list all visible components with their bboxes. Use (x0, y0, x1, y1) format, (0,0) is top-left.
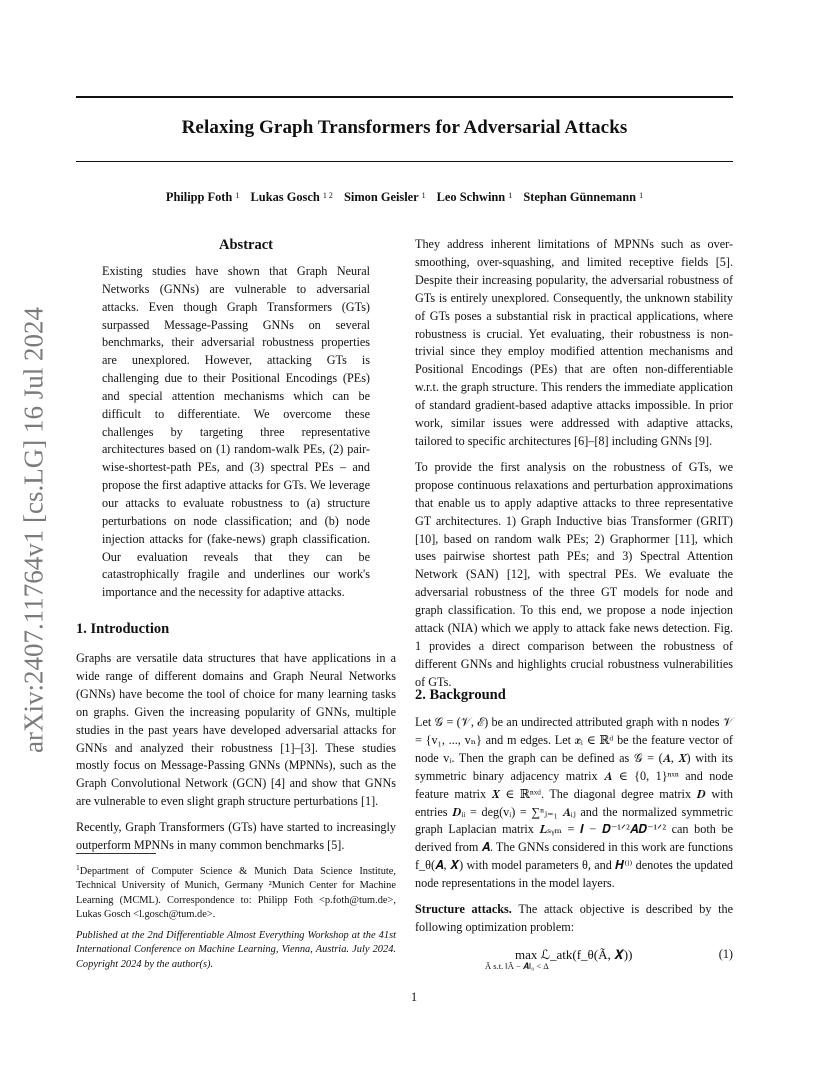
top-rule (76, 96, 733, 98)
abstract-heading: Abstract (219, 237, 273, 253)
author: Stephan Günnemann $^1$ (523, 190, 644, 204)
right-column-body (415, 236, 733, 692)
arxiv-sidebar (14, 295, 54, 765)
structure-attacks-text: The attack objective is described by the following optimization problem: (415, 902, 734, 934)
background-paragraph: Let 𝒢 = (𝒱, ℰ) be an undirected attributed graph with n nodes 𝒱 = {v₁, ..., vₙ} and m edges. Let 𝒙ᵢ ∈ ℝᵈ be the feature vector of node vᵢ. Then the graph can be defined as 𝒢 = (𝑨, 𝑿) with its symmetric binary adjacency matrix 𝑨 ∈ {0, 1}ⁿˣⁿ and node feature matrix 𝑿 ∈ ℝⁿˣᵈ. The diagonal degree matrix 𝑫 with entries 𝑫ᵢᵢ = deg(vᵢ) = ∑ⁿⱼ₌₁ 𝑨ᵢⱼ and the normalized symmetric graph Laplacian matrix 𝑳ₛᵧₘ = 𝑰 − 𝑫⁻¹ᐟ²𝑨𝑫⁻¹ᐟ² can both be derived from 𝑨. The GNNs considered in this work are functions f_θ(𝑨, 𝑿) with model parameters θ, and 𝑯⁽ˡ⁾ denotes the updated node representations in the model layers. (415, 715, 733, 891)
author: Leo Schwinn $^1$ (436, 190, 513, 204)
title-bottom-rule (76, 161, 733, 162)
footnote-mark: 1 (76, 863, 80, 872)
author-list (76, 190, 733, 205)
author: Lukas Gosch $^{1 2}$ (250, 190, 333, 204)
equation-1 (415, 945, 733, 975)
author: Philipp Foth $^1$ (165, 190, 240, 204)
intro-paragraph: Graphs are versatile data structures that have applications in a wide range of different domains and Graph Neural Networks (GNNs) have become the tool of choice for many learning tasks on graphs. Given the increasing popularity of GNNs, multiple studies in the past years have developed adversarial attacks for GNNs and analyzed their robustness [1]–[3]. These studies mostly focus on Message-Passing GNNs (MPNNs), such as the Graph Convolutional Network (GCN) [4] and show that GNNs are vulnerable to even slight graph structure perturbations [1]. (76, 651, 396, 809)
publication-note: Published at the 2nd Differentiable Almost Everything Workshop at the 41st International Conference on Machine Learning, Vienna, Austria. July 2024. Copyright 2024 by the author(s). (76, 930, 396, 970)
author: Simon Geisler $^1$ (343, 190, 426, 204)
equation-constraint: Ã s.t. ‖Ã − 𝑨‖₀ < Δ (485, 961, 549, 971)
introduction-body (76, 650, 396, 855)
page-number: 1 (410, 990, 418, 1004)
arxiv-identifier: arXiv:2407.11764v1 [cs.LG] 16 Jul 2024 (18, 307, 49, 753)
paper-title: Relaxing Graph Transformers for Adversarial Attacks (181, 117, 628, 138)
footnote-rule (76, 853, 156, 854)
right-paragraph: To provide the first analysis on the robustness of GTs, we propose continuous relaxations and perturbation approximations that enable us to apply adaptive attacks to three representative GT architectures. 1) Graph Inductive bias Transformer (GRIT) [10], based on random walk PEs; 2) Graphormer [11], which uses pairwise shortest path PEs; and 3) Spectral Attention Network (SAN) [12], with spectral PEs. We evaluate the adversarial robustness of the three GT models for node and graph classification. To this end, we propose a node injection attack (NIA) which we apply to attack fake news detection. Fig. 1 provides a direct comparison between the robustness of different GNNs and highlights crucial robustness vulnerabilities of GTs. (415, 459, 733, 689)
intro-paragraph: Recently, Graph Transformers (GTs) have started to increasingly outperform MPNNs in many common benchmarks [5]. (76, 820, 396, 853)
structure-attacks-label: Structure attacks. (415, 902, 512, 917)
abstract-text: Existing studies have shown that Graph Neural Networks (GNNs) are vulnerable to adversarial attacks. Even though Graph Transformers (GTs) surpassed Message-Passing GNNs on several benchmarks, their adversarial robustness properties are unexplored. However, attacking GTs is challenging due to their Positional Encodings (PEs) and special attention mechanisms which can be difficult to differentiate. We overcome these challenges by targeting three representative architectures based on (1) random-walk PEs, (2) pair-wise-shortest-path PEs, and (3) spectral PEs – and propose the first adaptive attacks for GTs. We leverage our attacks to evaluate robustness to (a) structure perturbations on node classification; and (b) node injection attacks for (fake-news) graph classification. Our evaluation reveals that they can be catastrophically fragile and underlines our work's importance and the necessity for adaptive attacks. (102, 264, 370, 600)
equation-body: max ℒ_atk(f_θ(Ã, 𝑿)) (515, 947, 633, 962)
right-paragraph: They address inherent limitations of MPNNs such as over-smoothing, over-squashing, and limited receptive fields [5]. Despite their increasing popularity, the adversarial robustness of GTs is entirely unexplored. Consequently, the unknown stability of GTs poses a substantial risk in practical applications, where robustness is crucial. Yet evaluating, their robustness is non-trivial since they employ modified attention mechanisms and Positional Encodings (PEs) that are often non-differentiable w.r.t. the graph structure. This renders the immediate application of standard gradient-based adaptive attacks impossible. In prior work, similar issues were addressed with adaptive attacks, tailored to specific architectures [6]–[8] including GNNs [9]. (415, 237, 733, 448)
equation-number: (1) (718, 947, 733, 961)
section-heading-background: 2. Background (415, 687, 506, 703)
affiliation-footnote: $^1$Department of Computer Science & Munich Data Science Institute, Technical University of Munich, Germany ²Munich Center for Machine Learning (MCML). Correspondence to: Philipp Foth <p.foth@tum.de>, Lukas Gosch <l.gosch@tum.de>. (76, 863, 396, 921)
section-heading-introduction: 1. Introduction (76, 621, 170, 637)
background-body (415, 714, 733, 937)
structure-attacks-paragraph (415, 901, 733, 937)
